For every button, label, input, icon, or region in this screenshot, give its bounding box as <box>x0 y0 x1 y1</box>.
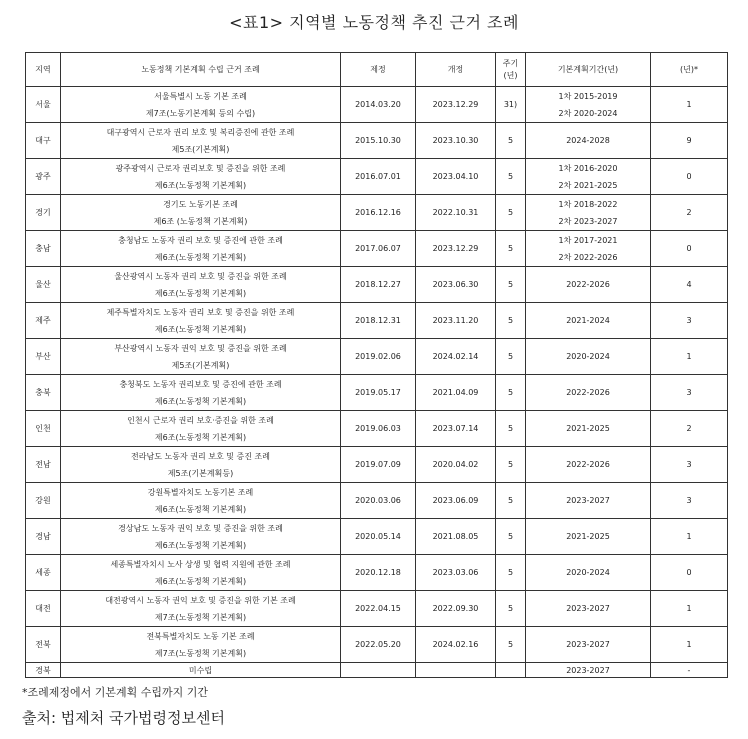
period-cell <box>526 195 651 231</box>
years-cell: 2 <box>651 195 728 231</box>
basis-article: 제7조(노동정책 기본계획) <box>154 612 247 622</box>
region-cell: 부산 <box>26 339 61 375</box>
region-cell: 울산 <box>26 267 61 303</box>
basis-cell <box>61 267 341 303</box>
header-years: (년)* <box>651 53 728 87</box>
basis-cell <box>61 627 341 663</box>
region-cell: 충북 <box>26 375 61 411</box>
basis-cell <box>61 195 341 231</box>
header-revised: 개정 <box>416 53 496 87</box>
cycle-cell: 31) <box>496 87 526 123</box>
period-cell: 2023-2027 <box>526 663 651 678</box>
revised-cell: 2023.04.10 <box>416 159 496 195</box>
period-cell <box>526 87 651 123</box>
enacted-cell: 2022.04.15 <box>341 591 416 627</box>
basis-ordinance: 전북특별자치도 노동 기본 조례 <box>146 631 255 641</box>
region-cell: 인천 <box>26 411 61 447</box>
period-line-2: 2차 2022-2026 <box>558 252 618 262</box>
region-cell: 대전 <box>26 591 61 627</box>
cycle-cell: 5 <box>496 195 526 231</box>
period-cell <box>526 447 651 483</box>
years-cell: 3 <box>651 483 728 519</box>
region-cell: 제주 <box>26 303 61 339</box>
revised-cell: 2021.04.09 <box>416 375 496 411</box>
region-cell: 전북 <box>26 627 61 663</box>
basis-ordinance: 경상남도 노동자 권익 보호 및 증진을 위한 조례 <box>118 523 283 533</box>
basis-cell: 미수립 <box>61 663 341 678</box>
period-line-1: 2023-2027 <box>566 640 610 649</box>
header-enacted: 제정 <box>341 53 416 87</box>
region-cell: 세종 <box>26 555 61 591</box>
years-cell: 1 <box>651 591 728 627</box>
cycle-cell: 5 <box>496 519 526 555</box>
period-cell <box>526 483 651 519</box>
years-cell: 0 <box>651 159 728 195</box>
basis-cell <box>61 123 341 159</box>
period-line-1: 2021-2025 <box>566 532 610 541</box>
basis-article: 제6조 (노동정책 기본계획) <box>153 216 248 226</box>
table-row <box>26 231 728 267</box>
period-cell <box>526 159 651 195</box>
basis-article: 제6조(노동정책 기본계획) <box>154 432 247 442</box>
table-row <box>26 303 728 339</box>
revised-cell: 2024.02.16 <box>416 627 496 663</box>
cycle-cell: 5 <box>496 267 526 303</box>
years-cell: 3 <box>651 375 728 411</box>
years-cell: 1 <box>651 627 728 663</box>
basis-cell <box>61 411 341 447</box>
years-cell: 1 <box>651 87 728 123</box>
period-line-1: 2021-2024 <box>566 316 610 325</box>
basis-ordinance: 제주특별자치도 노동자 권리 보호 및 증진을 위한 조례 <box>106 307 295 317</box>
period-line-1: 2022-2026 <box>566 460 610 469</box>
basis-cell <box>61 231 341 267</box>
years-cell: 1 <box>651 519 728 555</box>
basis-ordinance: 충청북도 노동자 권리보호 및 증진에 관한 조례 <box>119 379 282 389</box>
enacted-cell: 2018.12.27 <box>341 267 416 303</box>
years-cell: 0 <box>651 231 728 267</box>
region-cell: 광주 <box>26 159 61 195</box>
table-title: <표1> 지역별 노동정책 추진 근거 조례 <box>229 13 519 32</box>
basis-ordinance: 대전광역시 노동자 권익 보호 및 증진을 위한 기본 조례 <box>105 595 296 605</box>
basis-ordinance: 울산광역시 노동자 권리 보호 및 증진을 위한 조례 <box>114 271 287 281</box>
table-row <box>26 267 728 303</box>
cycle-cell: 5 <box>496 555 526 591</box>
cycle-cell: 5 <box>496 447 526 483</box>
region-cell: 충남 <box>26 231 61 267</box>
cycle-cell: 5 <box>496 159 526 195</box>
period-cell <box>526 519 651 555</box>
period-line-1: 2020-2024 <box>566 352 610 361</box>
region-cell: 경남 <box>26 519 61 555</box>
period-line-1: 2022-2026 <box>566 388 610 397</box>
enacted-cell: 2019.07.09 <box>341 447 416 483</box>
basis-cell <box>61 483 341 519</box>
table-row <box>26 519 728 555</box>
years-cell: - <box>651 663 728 678</box>
enacted-cell: 2020.05.14 <box>341 519 416 555</box>
basis-ordinance: 서울특별시 노동 기본 조례 <box>154 91 247 101</box>
period-cell <box>526 303 651 339</box>
header-period: 기본계획기간(년) <box>526 53 651 87</box>
years-cell: 2 <box>651 411 728 447</box>
table-row <box>26 591 728 627</box>
table-row <box>26 87 728 123</box>
cycle-cell: 5 <box>496 231 526 267</box>
enacted-cell <box>341 663 416 678</box>
basis-article: 제5조(기본계획등) <box>167 468 234 478</box>
basis-cell <box>61 303 341 339</box>
period-line-2: 2차 2023-2027 <box>558 216 618 226</box>
basis-cell <box>61 591 341 627</box>
enacted-cell: 2016.07.01 <box>341 159 416 195</box>
basis-article: 제6조(노동정책 기본계획) <box>154 504 247 514</box>
revised-cell: 2022.09.30 <box>416 591 496 627</box>
region-cell: 전남 <box>26 447 61 483</box>
period-cell <box>526 123 651 159</box>
header-region: 지역 <box>26 53 61 87</box>
basis-article: 제7조(노동정책 기본계획) <box>154 648 247 658</box>
period-cell <box>526 411 651 447</box>
cycle-cell: 5 <box>496 339 526 375</box>
footnote: *조례제정에서 기본계획 수립까지 기간 <box>22 686 209 699</box>
period-line-1: 2020-2024 <box>566 568 610 577</box>
table-row <box>26 663 728 678</box>
revised-cell: 2022.10.31 <box>416 195 496 231</box>
cycle-cell: 5 <box>496 591 526 627</box>
revised-cell: 2023.06.30 <box>416 267 496 303</box>
basis-ordinance: 부산광역시 노동자 권익 보호 및 증진을 위한 조례 <box>114 343 287 353</box>
years-cell: 4 <box>651 267 728 303</box>
basis-ordinance: 강원특별자치도 노동기본 조례 <box>147 487 254 497</box>
basis-ordinance: 충청남도 노동자 권리 보호 및 증진에 관한 조례 <box>118 235 283 245</box>
enacted-cell: 2018.12.31 <box>341 303 416 339</box>
period-line-1: 2023-2027 <box>566 604 610 613</box>
period-cell <box>526 627 651 663</box>
table-row <box>26 555 728 591</box>
enacted-cell: 2015.10.30 <box>341 123 416 159</box>
revised-cell <box>416 663 496 678</box>
period-line-1: 2024-2028 <box>566 136 610 145</box>
basis-cell <box>61 375 341 411</box>
enacted-cell: 2017.06.07 <box>341 231 416 267</box>
table-row <box>26 195 728 231</box>
cycle-cell: 5 <box>496 375 526 411</box>
enacted-cell: 2019.05.17 <box>341 375 416 411</box>
table-row <box>26 375 728 411</box>
period-cell <box>526 375 651 411</box>
region-cell: 대구 <box>26 123 61 159</box>
period-cell <box>526 339 651 375</box>
region-cell: 강원 <box>26 483 61 519</box>
years-cell: 3 <box>651 303 728 339</box>
basis-article: 제6조(노동정책 기본계획) <box>154 576 247 586</box>
enacted-cell: 2022.05.20 <box>341 627 416 663</box>
period-cell <box>526 267 651 303</box>
table-row <box>26 339 728 375</box>
basis-cell <box>61 519 341 555</box>
table-row <box>26 159 728 195</box>
basis-cell <box>61 555 341 591</box>
basis-article: 제6조(노동정책 기본계획) <box>154 180 247 190</box>
source-note: 출처: 법제처 국가법령정보센터 <box>22 709 225 727</box>
years-cell: 1 <box>651 339 728 375</box>
cycle-cell: 5 <box>496 303 526 339</box>
cycle-cell: 5 <box>496 627 526 663</box>
revised-cell: 2023.03.06 <box>416 555 496 591</box>
enacted-cell: 2016.12.16 <box>341 195 416 231</box>
basis-article: 제5조(기본계획) <box>171 144 230 154</box>
basis-article: 제7조(노동기본계획 등의 수립) <box>145 108 256 118</box>
period-line-1: 1차 2018-2022 <box>558 199 618 209</box>
table-row <box>26 483 728 519</box>
years-cell: 0 <box>651 555 728 591</box>
enacted-cell: 2020.12.18 <box>341 555 416 591</box>
period-line-1: 1차 2016-2020 <box>558 163 618 173</box>
period-line-1: 2022-2026 <box>566 280 610 289</box>
table-row <box>26 447 728 483</box>
basis-article: 제6조(노동정책 기본계획) <box>154 396 247 406</box>
revised-cell: 2021.08.05 <box>416 519 496 555</box>
table-body <box>26 87 728 678</box>
revised-cell: 2023.11.20 <box>416 303 496 339</box>
basis-ordinance: 전라남도 노동자 권리 보호 및 증진 조례 <box>131 451 270 461</box>
cycle-cell: 5 <box>496 483 526 519</box>
basis-article: 제5조(기본계획) <box>171 360 230 370</box>
period-line-2: 2차 2021-2025 <box>558 180 618 190</box>
basis-ordinance: 경기도 노동기본 조례 <box>163 199 238 209</box>
basis-ordinance: 대구광역시 근로자 권리 보호 및 복리증진에 관한 조례 <box>106 127 295 137</box>
header-row <box>26 53 728 87</box>
basis-cell <box>61 447 341 483</box>
region-cell: 경북 <box>26 663 61 678</box>
period-line-1: 2023-2027 <box>566 496 610 505</box>
revised-cell: 2023.12.29 <box>416 231 496 267</box>
period-cell <box>526 591 651 627</box>
period-line-1: 1차 2017-2021 <box>558 235 618 245</box>
revised-cell: 2023.12.29 <box>416 87 496 123</box>
revised-cell: 2023.07.14 <box>416 411 496 447</box>
enacted-cell: 2014.03.20 <box>341 87 416 123</box>
revised-cell: 2024.02.14 <box>416 339 496 375</box>
region-cell: 서울 <box>26 87 61 123</box>
basis-article: 제6조(노동정책 기본계획) <box>154 540 247 550</box>
basis-article: 제6조(노동정책 기본계획) <box>154 324 247 334</box>
cycle-cell: 5 <box>496 123 526 159</box>
years-cell: 9 <box>651 123 728 159</box>
revised-cell: 2020.04.02 <box>416 447 496 483</box>
table-row <box>26 627 728 663</box>
enacted-cell: 2019.06.03 <box>341 411 416 447</box>
period-cell <box>526 555 651 591</box>
years-cell: 3 <box>651 447 728 483</box>
header-cycle: 주기(년) <box>496 53 526 87</box>
period-line-2: 2차 2020-2024 <box>558 108 618 118</box>
basis-ordinance: 광주광역시 근로자 권리보호 및 증진을 위한 조례 <box>115 163 286 173</box>
period-line-1: 1차 2015-2019 <box>558 91 618 101</box>
basis-cell <box>61 339 341 375</box>
cycle-cell <box>496 663 526 678</box>
ordinance-table <box>25 52 728 678</box>
basis-article: 제6조(노동정책 기본계획) <box>154 252 247 262</box>
enacted-cell: 2019.02.06 <box>341 339 416 375</box>
period-line-1: 2021-2025 <box>566 424 610 433</box>
basis-ordinance: 세종특별자치시 노사 상생 및 협력 지원에 관한 조례 <box>110 559 291 569</box>
revised-cell: 2023.10.30 <box>416 123 496 159</box>
basis-article: 제6조(노동정책 기본계획) <box>154 288 247 298</box>
header-basis: 노동정책 기본계획 수립 근거 조례 <box>61 53 341 87</box>
basis-cell <box>61 87 341 123</box>
period-cell <box>526 231 651 267</box>
basis-ordinance: 인천시 근로자 권리 보호·증진을 위한 조례 <box>127 415 274 425</box>
region-cell: 경기 <box>26 195 61 231</box>
revised-cell: 2023.06.09 <box>416 483 496 519</box>
table-row <box>26 411 728 447</box>
basis-cell <box>61 159 341 195</box>
table-row <box>26 123 728 159</box>
cycle-cell: 5 <box>496 411 526 447</box>
enacted-cell: 2020.03.06 <box>341 483 416 519</box>
